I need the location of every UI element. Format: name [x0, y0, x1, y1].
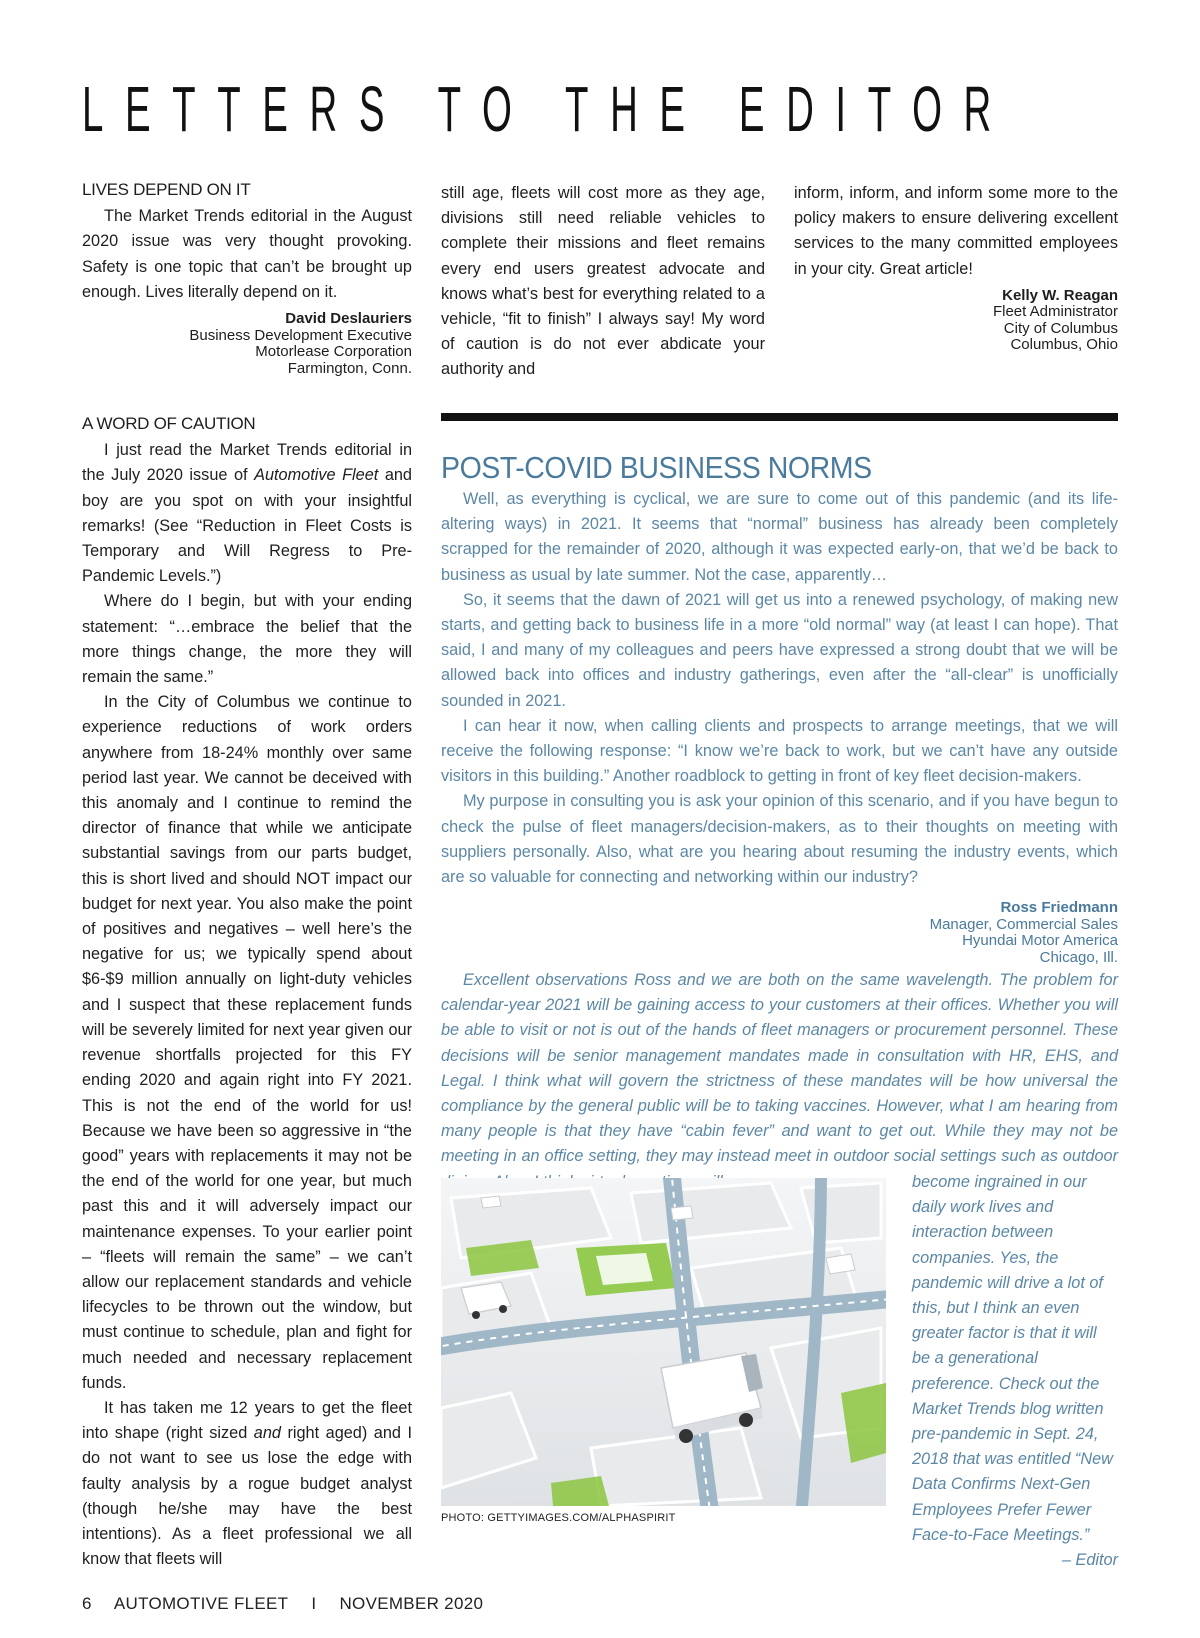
- letter-paragraph: Where do I begin, but with your ending statement: “…embrace the belief that the more things change, the more they will remain the same.”: [82, 592, 412, 687]
- text-run: I just read the Market Trends editorial in the July 2020 issue of: [82, 441, 412, 485]
- letter-paragraph: In the City of Columbus we continue to experience reductions of work orders anywhere from 18-24% monthly over same period last year. We cannot be deceived with this anomaly and I continue to remind the director of finance that while we anticipate substantial savings from our parts budget, this is short lived and should NOT impact our budget for next year. You also make the point of positives and negatives – well here’s the negative for us; we typically spend about $6-$9 million annually on light-duty vehicles and I suspect that these replacement funds will be severely limited for next year given our revenue shortfalls projected for this FY ending 2020 and again right into FY 2021. This is not the end of the world for us! Because we have been so aggressive in “the good” years with replacements it may not be the end of the world for one year, but much past this and it will adversely impact our maintenance expenses. To your earlier point – “fleets will remain the same” – we can’t allow our replacement standards and vehicle lifecycles to be thrown out the window, but must continue to schedule, plan and fight for much needed and necessary replacement funds.: [82, 693, 412, 1392]
- signature-location: Chicago, Ill.: [1039, 948, 1118, 966]
- signature-company: Motorlease Corporation: [255, 343, 412, 361]
- signature-block: [441, 900, 1118, 966]
- signature-company: Hyundai Motor America: [962, 932, 1118, 950]
- letter-post-covid: [441, 487, 1118, 966]
- signature-name: Kelly W. Reagan: [1002, 286, 1118, 304]
- signature-name: David Deslauriers: [285, 310, 412, 328]
- letter-heading: POST-COVID BUSINESS NORMS: [441, 450, 872, 485]
- letter-paragraph: My purpose in consulting you is ask your opinion of this scenario, and if you have begun to check the pulse of fleet managers/decision-makers, as to their thoughts on meeting with suppliers personally. Also, what are you hearing about resuming the industry events, which are so valuable for connecting and networking within our industry?: [441, 792, 1118, 887]
- letter-paragraph: inform, inform, and inform some more to the policy makers to ensure delivering excellent services to the many committed employees in your city. Great article!: [794, 184, 1118, 278]
- editor-signoff: – Editor: [1061, 1551, 1118, 1570]
- letter-paragraph: Well, as everything is cyclical, we are sure to come out of this pandemic (and its life-altering ways) in 2021. It seems that “normal” business has already been completely scrapped for the remainder of 2020, although it was expected early-on, that we’d be back to business as usual by late summer. Not the case, apparently…: [441, 490, 1118, 584]
- signature-title: Business Development Executive: [189, 326, 412, 344]
- signature-location: Columbus, Ohio: [1010, 336, 1118, 354]
- text-run: It has taken me 12 years to get the fleet into shape (right sized: [82, 1398, 412, 1443]
- letter-lives-depend: [82, 177, 412, 377]
- signature-name: Ross Friedmann: [1000, 899, 1118, 917]
- publication-name: AUTOMOTIVE FLEET: [113, 1594, 289, 1613]
- signature-location: Farmington, Conn.: [287, 359, 412, 377]
- letter-word-of-caution: [82, 411, 412, 1572]
- city-map-illustration: [441, 1178, 886, 1506]
- editor-reply-continued: [912, 1170, 1118, 1573]
- letter-heading: A WORD OF CAUTION: [82, 414, 256, 434]
- signature-block: [82, 311, 412, 377]
- editor-reply-text: Excellent observations Ross and we are both on the same wavelength. The problem for calendar-year 2021 will be gaining access to your customers at their offices. Whether you will be able to visit or not is out of the hands of fleet managers or procurement personnel. These decisions will be senior management mandates made in consultation with HR, EHS, and Legal. I think what will govern the strictness of these mandates will be how universal the compliance by the general public will be to taking vaccines. However, what I am hearing from many people is that they have “cabin fever” and want to get out. While they may not be meeting in an office setting, they may instead meet in outdoor social settings such as outdoor: [441, 971, 1118, 1166]
- text-run: right aged) and I do not want to see us lose the edge with faulty analysis by a rogue budget analyst (though he/she may have the best intentions). As a fleet professional we all know that fleets will: [82, 1424, 412, 1569]
- column-middle-top: [441, 181, 765, 383]
- photo-credit: PHOTO: GETTYIMAGES.COM/ALPHASPIRIT: [441, 1512, 676, 1524]
- signature-title: Manager, Commercial Sales: [929, 915, 1118, 933]
- issue-date: NOVEMBER 2020: [339, 1594, 484, 1613]
- letter-paragraph: I can hear it now, when calling clients and prospects to arrange meetings, that we will receive the following response: “I know we’re back to work, but we can’t have any outside visitors in this building.” Another roadblock to getting in front of key fleet decision-makers.: [441, 716, 1118, 786]
- letter-paragraph: [82, 1396, 412, 1572]
- letter-paragraph: So, it seems that the dawn of 2021 will get us into a renewed psychology, of making new starts, and getting back to business life in a more “old normal” way (at least I can hope). That said, I and many of my colleagues and peers have expressed a strong doubt that we will be allowed back into offices and industry gatherings, even after the “all-clear” is unofficially sounded in 2021.: [441, 590, 1118, 710]
- signature-block: [794, 288, 1118, 354]
- page-title: LETTERS TO THE EDITOR: [82, 73, 1013, 145]
- letter-paragraph: still age, fleets will cost more as they age, divisions still need reliable vehicles to complete their missions and fleet remains every end users greatest advocate and knows what’s best for everything related to a vehicle, “fit to finish” I always say! My word of caution is do not ever abdicate your authority and: [441, 184, 765, 379]
- column-left: [82, 177, 412, 1572]
- text-run: and boy are you spot on with your insightful remarks! (See “Reduction in Fleet Costs is Temporary and Will Regress to Pre-Pandemic Levels.”): [82, 466, 412, 586]
- letter-heading: LIVES DEPEND ON IT: [82, 180, 251, 199]
- page-footer: [82, 1594, 501, 1614]
- publication-name: Automotive Fleet: [254, 466, 379, 485]
- letter-paragraph: [82, 438, 412, 589]
- column-right-top: [794, 181, 1118, 354]
- editor-reply: [441, 968, 1118, 1195]
- editor-reply-text: become ingrained in our daily work lives and interaction between companies. Yes, the pandemic will drive a lot of this, but I think an even greater factor is that it will be a generational preference. Check out the Market Trends blog written pre-pandemic in Sept. 24, 2018 that was entitled “New Data Confirms Next-Gen Employees Prefer Fewer Face-to-Face Meetings.”: [912, 1173, 1113, 1544]
- letter-body: The Market Trends editorial in the August 2020 issue was very thought provoking. Safety is one topic that can’t be brought up enough. Lives literally depend on it.: [82, 207, 412, 301]
- footer-separator: I: [311, 1594, 317, 1613]
- signature-title: Fleet Administrator: [992, 303, 1118, 321]
- page-number: 6: [82, 1594, 92, 1613]
- emphasis: and: [253, 1424, 281, 1443]
- signature-company: City of Columbus: [1003, 319, 1118, 337]
- section-divider: [441, 413, 1118, 421]
